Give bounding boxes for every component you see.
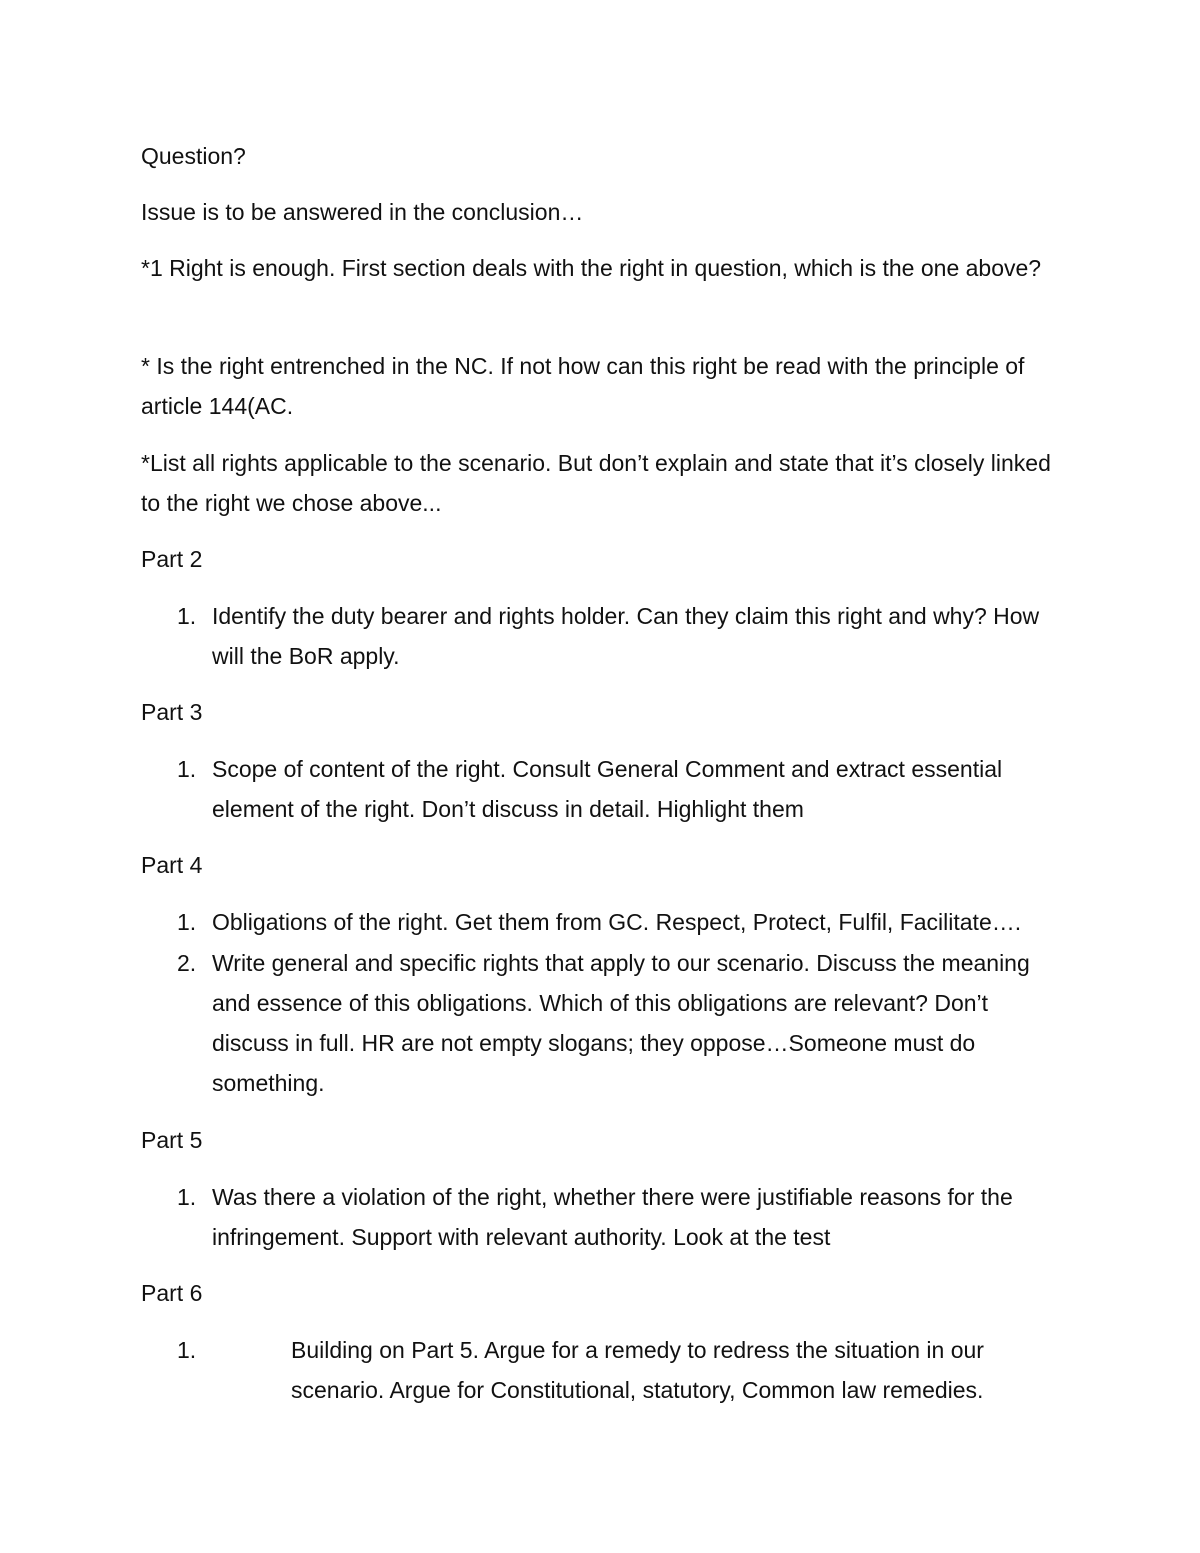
list-number: 1. xyxy=(177,1184,197,1210)
bullet-list-rights: *List all rights applicable to the scenario. But don’t explain and state that it’s closely linked to the right we chose above... xyxy=(141,450,1051,516)
list-number: 1. xyxy=(177,1337,197,1363)
part-5-heading: Part 5 xyxy=(141,1127,203,1153)
list-number: 1. xyxy=(177,909,197,935)
list-number: 1. xyxy=(177,603,197,629)
list-text: Was there a violation of the right, whether there were justifiable reasons for the infringement. Support with relevant authority. Look at the test xyxy=(212,1184,1013,1250)
issue-line: Issue is to be answered in the conclusion… xyxy=(141,199,584,225)
part-6-heading: Part 6 xyxy=(141,1280,203,1306)
list-text: Write general and specific rights that apply to our scenario. Discuss the meaning and essence of this obligations. Which of this obligations are relevant? Don’t discuss in full. HR are not empty slogans; they oppose…Someone must do something. xyxy=(212,950,1030,1096)
list-text: Identify the duty bearer and rights holder. Can they claim this right and why? How will the BoR apply. xyxy=(212,603,1040,669)
question-heading: Question? xyxy=(141,143,246,169)
part-4-heading: Part 4 xyxy=(141,852,203,878)
list-number: 1. xyxy=(177,756,197,782)
bullet-one-right: *1 Right is enough. First section deals with the right in question, which is the one above? xyxy=(141,255,1042,281)
part-3-heading: Part 3 xyxy=(141,699,203,725)
list-number: 2. xyxy=(177,950,197,976)
list-text: Scope of content of the right. Consult General Comment and extract essential element of the right. Don’t discuss in detail. Highlight them xyxy=(212,756,1003,822)
list-text: Building on Part 5. Argue for a remedy to redress the situation in our scenario. Argue for Constitutional, statutory, Common law remedies. xyxy=(291,1337,984,1403)
part-2-heading: Part 2 xyxy=(141,546,203,572)
list-text: Obligations of the right. Get them from GC. Respect, Protect, Fulfil, Facilitate…. xyxy=(212,909,1022,935)
bullet-entrenched: * Is the right entrenched in the NC. If not how can this right be read with the principle of article 144(AC. xyxy=(141,353,1025,419)
